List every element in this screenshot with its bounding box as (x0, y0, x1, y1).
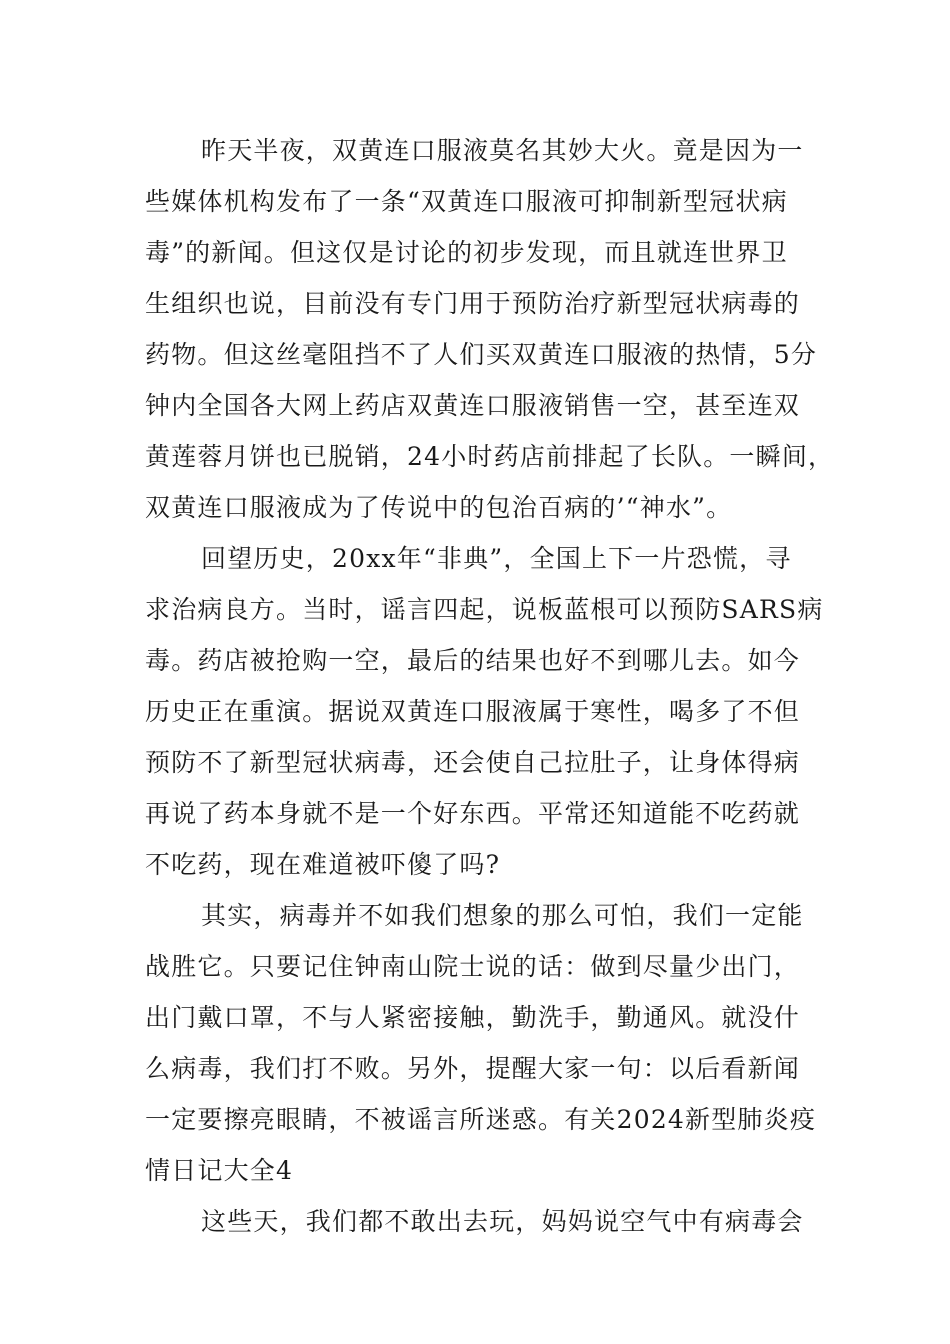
paragraph-1-line-6: 钟内全国各大网上药店双黄连口服液销售一空，甚至连双 (145, 391, 801, 420)
paragraph-1-line-1: 昨天半夜，双黄连口服液莫名其妙大火。竟是因为一 (201, 136, 804, 165)
paragraph-2-line-2: 求治病良方。当时，谣言四起，说板蓝根可以预防SARS病 (145, 595, 824, 624)
paragraph-3-line-6: 情日记大全4 (145, 1156, 294, 1185)
document-body (145, 125, 835, 1247)
paragraph-1-line-2: 些媒体机构发布了一条“双黄连口服液可抑制新型冠状病 (145, 187, 788, 216)
paragraph-1-line-4: 生组织也说，目前没有专门用于预防治疗新型冠状病毒的 (145, 289, 801, 318)
paragraph-3-line-2: 战胜它。只要记住钟南山院士说的话：做到尽量少出门， (145, 952, 801, 981)
paragraph-3-line-5: 一定要擦亮眼睛，不被谣言所迷惑。有关2024新型肺炎疫 (145, 1105, 817, 1134)
paragraph-3-line-1: 其实，病毒并不如我们想象的那么可怕，我们一定能 (201, 901, 804, 930)
paragraph-2-line-1: 回望历史，20xx年“非典”，全国上下一片恐慌，寻 (201, 544, 792, 573)
paragraph-2-line-7: 不吃药，现在难道被吓傻了吗? (145, 850, 501, 879)
paragraph-1-line-3: 毒”的新闻。但这仅是讨论的初步发现，而且就连世界卫 (145, 238, 788, 267)
paragraph-4-line-1: 这些天，我们都不敢出去玩，妈妈说空气中有病毒会 (201, 1207, 804, 1236)
paragraph-1-line-7: 黄莲蓉月饼也已脱销，24小时药店前排起了长队。一瞬间， (145, 442, 835, 471)
paragraph-3-line-4: 么病毒，我们打不败。另外，提醒大家一句：以后看新闻 (145, 1054, 801, 1083)
paragraph-2-line-3: 毒。药店被抢购一空，最后的结果也好不到哪儿去。如今 (145, 646, 801, 675)
paragraph-2-line-5: 预防不了新型冠状病毒，还会使自己拉肚子，让身体得病 (145, 748, 801, 777)
paragraph-1-line-8: 双黄连口服液成为了传说中的包治百病的’“神水”。 (145, 493, 733, 522)
paragraph-3-line-3: 出门戴口罩，不与人紧密接触，勤洗手，勤通风。就没什 (145, 1003, 801, 1032)
paragraph-2-line-6: 再说了药本身就不是一个好东西。平常还知道能不吃药就 (145, 799, 801, 828)
paragraph-1-line-5: 药物。但这丝毫阻挡不了人们买双黄连口服液的热情，5分 (145, 340, 818, 369)
paragraph-2-line-4: 历史正在重演。据说双黄连口服液属于寒性，喝多了不但 (145, 697, 801, 726)
